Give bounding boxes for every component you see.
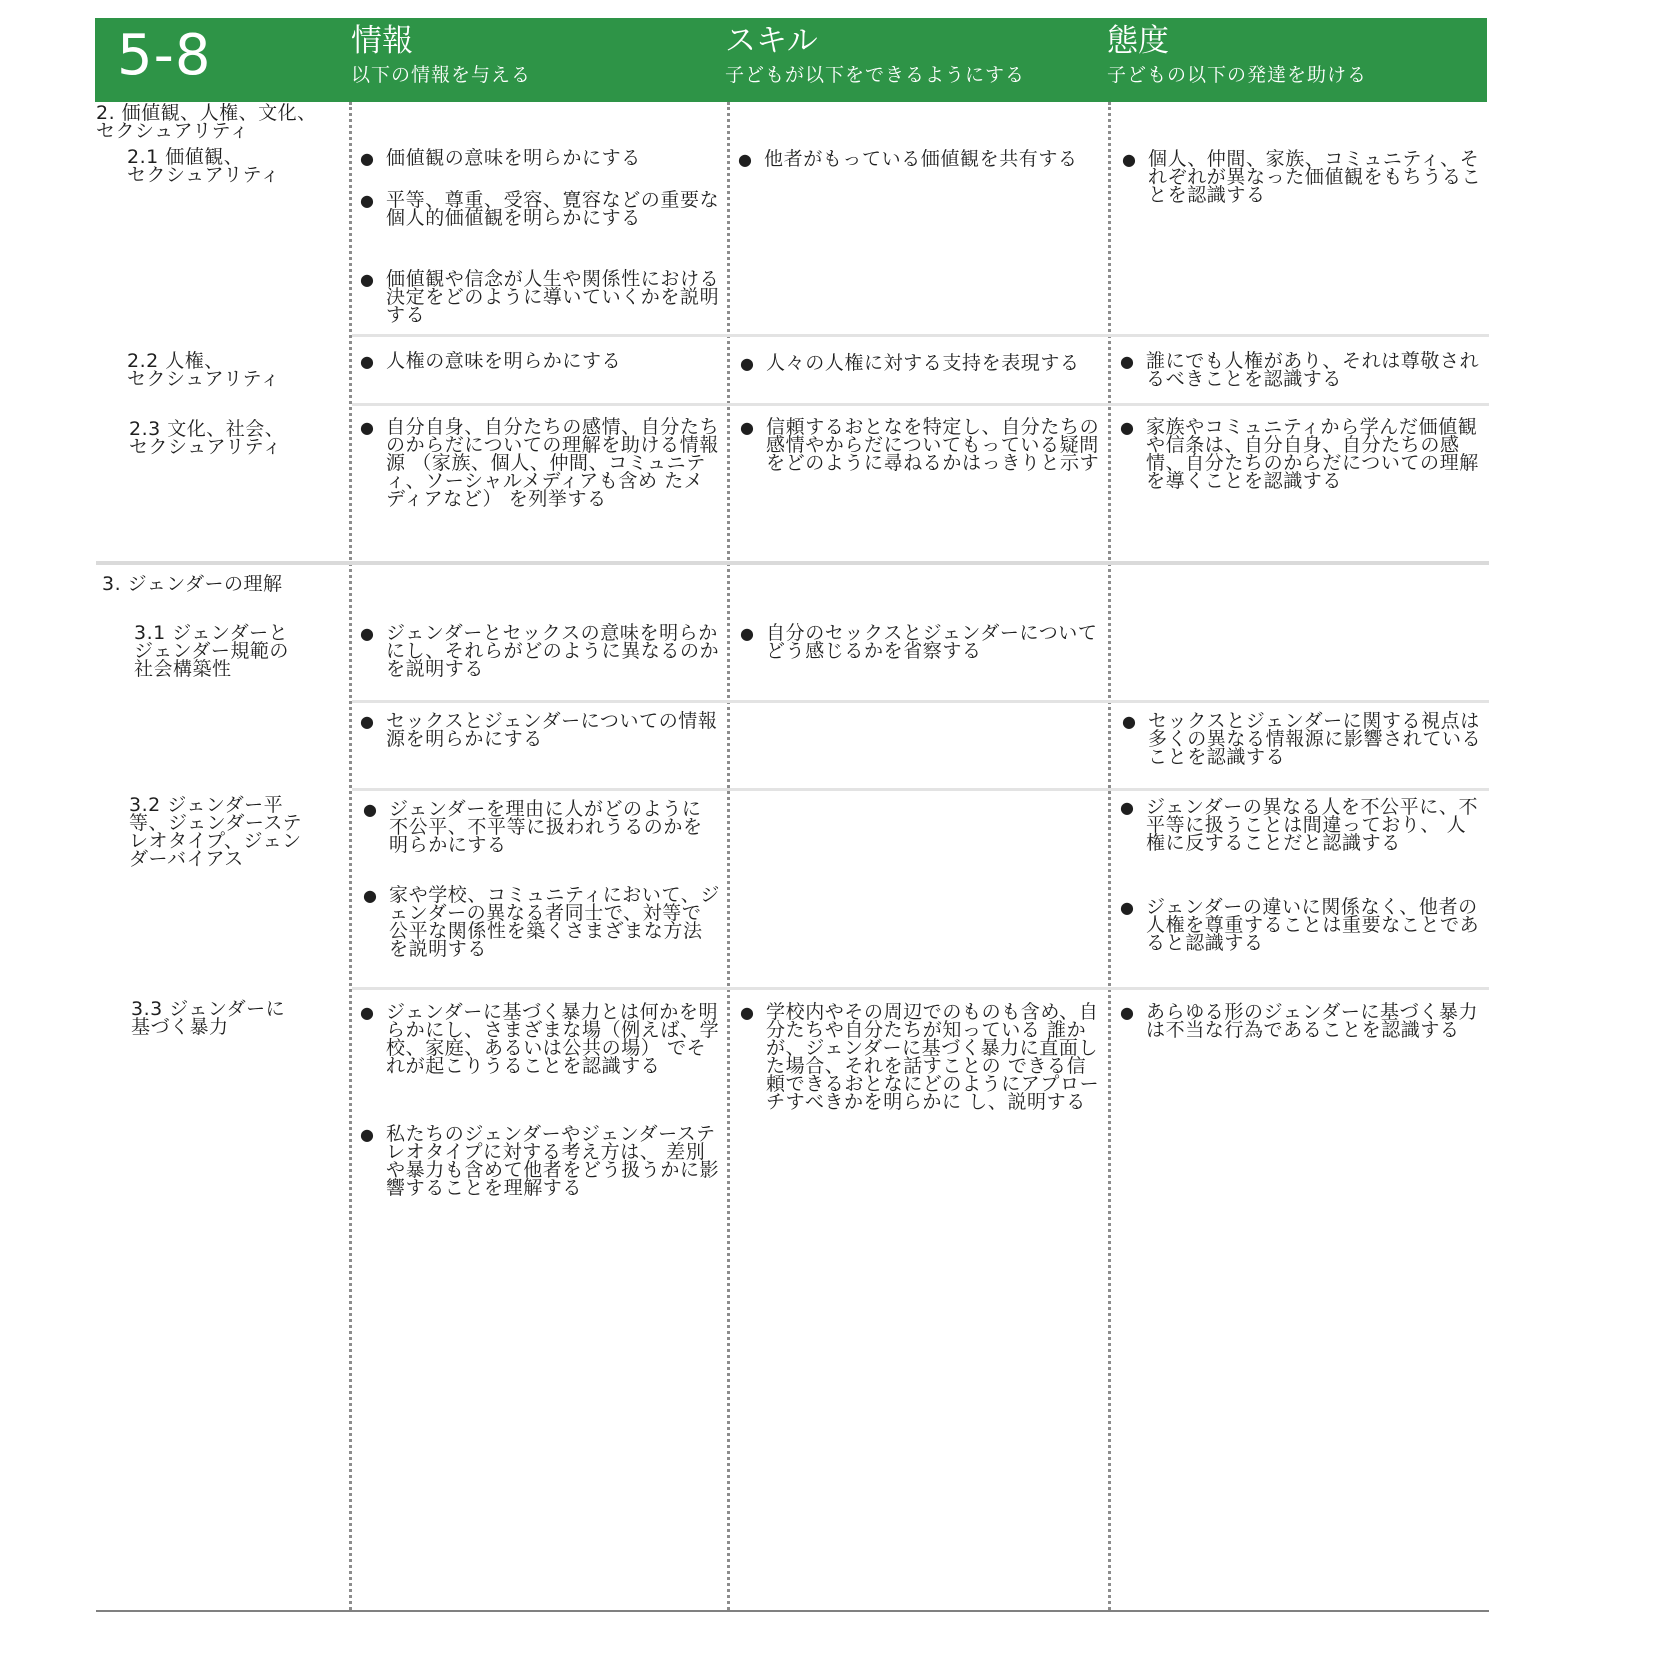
attitude-item: ● ジェンダーの異なる人を不公平に、不平等に扱うことは間違っており、 人権に反することだと認識する xyxy=(1120,796,1479,854)
bullet-icon: ● xyxy=(740,1003,755,1022)
topic-title: 3.1 ジェンダーと ジェンダー規範の 社会構築性 xyxy=(134,622,289,680)
age-range: 5-8 xyxy=(117,23,212,88)
header-bar xyxy=(95,18,1487,102)
row-separator xyxy=(352,334,1489,337)
info-item: ● 価値観の意味を明らかにする xyxy=(360,147,641,169)
skill-item: ● 他者がもっている価値観を共有する xyxy=(738,148,1078,170)
bullet-icon: ● xyxy=(363,886,378,905)
skill-item: ● 信頼するおとなを特定し、自分たちの感情やからだについてもっている疑問をどのように尋ねるかはっきりと示す xyxy=(740,416,1100,474)
bullet-icon: ● xyxy=(360,270,375,289)
row-separator xyxy=(352,788,1489,791)
column-title: 情報 xyxy=(351,23,413,59)
bullet-icon: ● xyxy=(1122,712,1137,731)
column-subtitle: 以下の情報を与える xyxy=(351,64,532,87)
info-item: ● ジェンダーに基づく暴力とは何かを明らかにし、さまざまな場（例えば、学校、家庭、あるいは公共の場） でそれが起こりうることを認識する xyxy=(360,1001,720,1077)
bullet-icon: ● xyxy=(1120,418,1135,437)
column-header-info xyxy=(351,24,531,87)
bullet-icon: ● xyxy=(360,624,375,643)
info-item: ● セックスとジェンダーについての情報源を明らかにする xyxy=(360,710,718,750)
info-item: ● 価値観や信念が人生や関係性における決定をどのように導いていくかを説明する xyxy=(360,268,720,326)
bullet-icon: ● xyxy=(360,712,375,731)
column-title: スキル xyxy=(725,23,818,59)
info-item: ● 人権の意味を明らかにする xyxy=(360,350,622,372)
column-subtitle: 子どもが以下をできるようにする xyxy=(725,64,1026,87)
bullet-icon: ● xyxy=(1122,150,1137,169)
bullet-icon: ● xyxy=(360,1125,375,1144)
attitude-item: ● 誰にでも人権があり、それは尊敬されるべきことを認識する xyxy=(1120,350,1480,390)
table-bottom-border xyxy=(96,1610,1489,1612)
attitude-item: ● あらゆる形のジェンダーに基づく暴力は不当な行為であることを認識する xyxy=(1120,1001,1479,1041)
topic-title: 3.2 ジェンダー平 等、ジェンダーステ レオタイプ、ジェン ダーバイアス xyxy=(129,794,303,870)
topic-title: 2.1 価値観、 セクシュアリティ xyxy=(127,146,280,186)
column-divider xyxy=(727,102,730,1610)
info-item: ● ジェンダーとセックスの意味を明らかにし、それらがどのように異なるのかを説明する xyxy=(360,622,720,680)
bullet-icon: ● xyxy=(1120,352,1135,371)
info-item: ● 自分自身、自分たちの感情、自分たちのからだについての理解を助ける情報源 （家族、個人、仲間、コミュニティ、ソーシャルメディアも含め たメディアなど） を列挙する xyxy=(360,416,720,510)
bullet-icon: ● xyxy=(738,150,753,169)
info-item: ● 家や学校、コミュニティにおいて、ジェンダーの異なる者同士で、対等で公平な関係性を築くさまざまな方法を説明する xyxy=(363,884,720,960)
topic-title: 2.2 人権、 セクシュアリティ xyxy=(127,350,280,390)
column-subtitle: 子どもの以下の発達を助ける xyxy=(1107,64,1368,87)
topic-title: 2.3 文化、社会、 セクシュアリティ xyxy=(129,418,285,458)
column-divider xyxy=(349,102,352,1610)
bullet-icon: ● xyxy=(360,191,375,210)
bullet-icon: ● xyxy=(1120,1003,1135,1022)
bullet-icon: ● xyxy=(1120,898,1135,917)
column-header-skills xyxy=(725,24,1025,87)
row-separator xyxy=(352,700,1489,703)
info-item: ● ジェンダーを理由に人がどのように不公平、不平等に扱われうるのかを明らかにする xyxy=(363,798,703,856)
section-title: 2. 価値観、人権、文化、 セクシュアリティ xyxy=(96,102,317,142)
row-separator xyxy=(352,987,1489,990)
bullet-icon: ● xyxy=(360,418,375,437)
attitude-item: ● セックスとジェンダーに関する視点は多くの異なる情報源に影響されていることを認識する xyxy=(1122,710,1482,768)
attitude-item: ● 個人、仲間、家族、コミュニティ、それぞれが異なった価値観をもちうることを認識する xyxy=(1122,148,1482,206)
bullet-icon: ● xyxy=(740,418,755,437)
column-divider xyxy=(1108,102,1111,1610)
section-separator xyxy=(96,561,1489,565)
skill-item: ● 学校内やその周辺でのものも含め、自分たちや自分たちが知っている 誰かが、ジェンダーに基づく暴力に直面した場合、それを話すことの できる信頼できるおとなにどのようにアプローチすべきかを明らかに し、説明する xyxy=(740,1001,1100,1113)
info-item: ● 平等、尊重、受容、寛容などの重要な個人的価値観を明らかにする xyxy=(360,189,720,229)
skill-item: ● 自分のセックスとジェンダーについてどう感じるかを省察する xyxy=(740,622,1098,662)
skill-item: ● 人々の人権に対する支持を表現する xyxy=(740,352,1080,374)
bullet-icon: ● xyxy=(363,800,378,819)
column-title: 態度 xyxy=(1107,23,1169,59)
bullet-icon: ● xyxy=(740,624,755,643)
column-header-attitudes xyxy=(1107,24,1367,87)
bullet-icon: ● xyxy=(360,352,375,371)
bullet-icon: ● xyxy=(740,354,755,373)
info-item: ● 私たちのジェンダーやジェンダーステレオタイプに対する考え方は、 差別や暴力も含めて他者をどう扱うかに影響することを理解する xyxy=(360,1123,720,1199)
bullet-icon: ● xyxy=(1120,798,1135,817)
section-title: 3. ジェンダーの理解 xyxy=(102,573,283,595)
bullet-icon: ● xyxy=(360,149,375,168)
attitude-item: ● ジェンダーの違いに関係なく、他者の人権を尊重することは重要なことであると認識する xyxy=(1120,896,1480,954)
attitude-item: ● 家族やコミュニティから学んだ価値観や信条は、自分自身、自分たちの感情、自分たちのからだについての理解を導くことを認識する xyxy=(1120,416,1479,492)
bullet-icon: ● xyxy=(360,1003,375,1022)
row-separator xyxy=(352,403,1489,406)
topic-title: 3.3 ジェンダーに 基づく暴力 xyxy=(131,998,286,1038)
